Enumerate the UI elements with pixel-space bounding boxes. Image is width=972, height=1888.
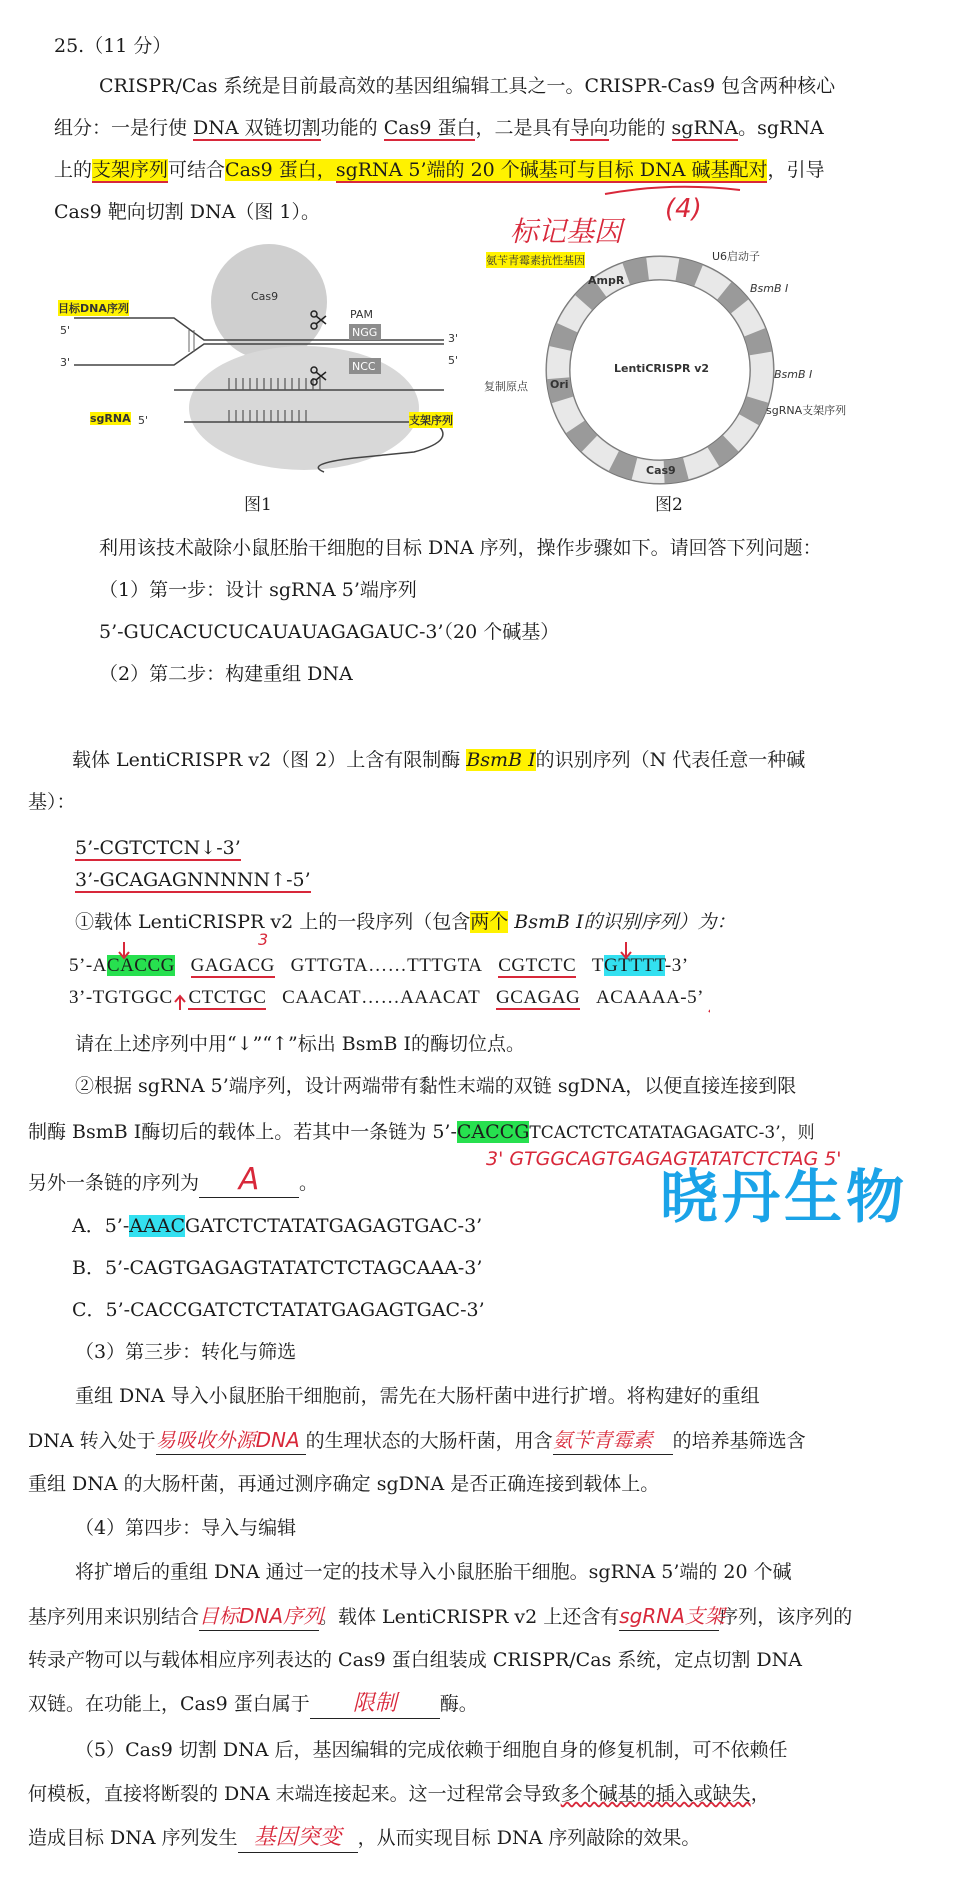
q2-line-1: ②根据 sgRNA 5’端序列，设计两端带有黏性末端的双链 sgDNA，以便直接连接到限 bbox=[75, 1075, 797, 1097]
option-b: B．5’-CAGTGAGAGTATATCTCTAGCAAA-3’ bbox=[72, 1257, 483, 1279]
handwritten-complement-strand: 3' GTGGCAGTGAGAGTATATCTCTAG 5' bbox=[486, 1148, 842, 1170]
step-4-title: （4）第四步：导入与编辑 bbox=[75, 1517, 297, 1539]
label-target-dna: 目标DNA序列 bbox=[58, 302, 129, 315]
label-sgrna: sgRNA bbox=[90, 412, 131, 425]
step-4-line-2: 基序列用来识别结合目标DNA序列。载体 LentiCRISPR v2 上还含有sgRNA支架序列，该序列的 bbox=[28, 1602, 852, 1631]
q1-prompt: ①载体 LentiCRISPR v2 上的一段序列（包含两个 BsmB Ⅰ的识别序列）为： bbox=[75, 911, 736, 933]
figure-1 bbox=[54, 240, 464, 480]
label-5prime-right: 5' bbox=[448, 354, 459, 367]
handwritten-arc bbox=[600, 180, 750, 200]
step-3-line-1: 重组 DNA 导入小鼠胚胎干细胞前，需先在大肠杆菌中进行扩增。将构建好的重组 bbox=[75, 1385, 760, 1407]
step-3-line-2: DNA 转入处于易吸收外源DNA 的生理状态的大肠杆菌，用含氨苄青霉素 的培养基筛选含 bbox=[28, 1426, 806, 1455]
vector-paragraph-line-2: 基）： bbox=[28, 791, 76, 813]
label-cas9-gene: Cas9 bbox=[646, 464, 676, 477]
option-c: C．5’-CACCGATCTCTATATGAGAGTGAC-3’ bbox=[72, 1299, 485, 1321]
watermark: 晓丹生物 bbox=[660, 1163, 909, 1231]
step-1-title: （1）第一步：设计 sgRNA 5’端序列 bbox=[99, 579, 417, 601]
handwritten-mark-3: 3 bbox=[258, 930, 269, 949]
recognition-seq-top: 5’-CGTCTCN↓-3’ bbox=[75, 837, 241, 859]
figure-1-drawing bbox=[54, 240, 464, 480]
figure-2-caption: 图2 bbox=[655, 495, 683, 515]
label-3prime-right: 3' bbox=[448, 332, 459, 345]
figure-2 bbox=[480, 240, 920, 490]
q2-line-3: 另外一条链的序列为 A 。 bbox=[28, 1162, 319, 1197]
step-5-line-1: （5）Cas9 切割 DNA 后，基因编辑的完成依赖于细胞自身的修复机制，可不依赖任 bbox=[75, 1739, 788, 1761]
step-5-line-3: 造成目标 DNA 序列发生 基因突变 ，从而实现目标 DNA 序列敲除的效果。 bbox=[28, 1824, 700, 1853]
step-4-line-4: 双链。在功能上，Cas9 蛋白属于 限制 酶。 bbox=[28, 1690, 478, 1719]
step-2-title: （2）第二步：构建重组 DNA bbox=[99, 663, 353, 685]
label-scaffold: 支架序列 bbox=[409, 414, 453, 427]
intro-line-4: Cas9 靶向切割 DNA（图 1）。 bbox=[54, 201, 320, 223]
label-pam: PAM bbox=[350, 308, 373, 321]
label-plasmid-name: LentiCRISPR v2 bbox=[614, 362, 710, 375]
label-cas9: Cas9 bbox=[251, 290, 279, 303]
label-sgrna-scaffold: sgRNA支架序列 bbox=[766, 404, 847, 417]
label-sgrna-5prime: 5' bbox=[138, 414, 149, 427]
procedure-intro: 利用该技术敲除小鼠胚胎干细胞的目标 DNA 序列，操作步骤如下。请回答下列问题： bbox=[99, 537, 822, 559]
handwritten-marker-gene: 标记基因 bbox=[510, 215, 623, 248]
q1-sequence-top: 5’-ACACCG GAGACG GTTGTA……TTTGTA CGTCTC TGTTTT-3’ bbox=[69, 955, 689, 976]
step-3-line-3: 重组 DNA 的大肠杆菌，再通过测序确定 sgDNA 是否正确连接到载体上。 bbox=[28, 1473, 660, 1495]
sgrna-sequence: 5’-GUCACUCUCAUAUAGAGAUC-3’（20 个碱基） bbox=[99, 621, 560, 643]
step-5-line-2: 何模板，直接将断裂的 DNA 末端连接起来。这一过程常会导致多个碱基的插入或缺失， bbox=[28, 1783, 770, 1805]
step-4-line-3: 转录产物可以与载体相应序列表达的 Cas9 蛋白组装成 CRISPR/Cas 系统，定点切割 DNA bbox=[28, 1649, 802, 1671]
step-4-line-1: 将扩增后的重组 DNA 通过一定的技术导入小鼠胚胎干细胞。sgRNA 5’端的 20 个碱 bbox=[75, 1561, 792, 1583]
label-ngg: NGG bbox=[352, 326, 378, 339]
handwritten-paren-4: (4) bbox=[665, 194, 702, 224]
label-bsmb1-top: BsmB Ⅰ bbox=[750, 282, 789, 295]
label-5prime-top: 5' bbox=[60, 324, 71, 337]
vector-paragraph-line-1: 载体 LentiCRISPR v2（图 2）上含有限制酶 BsmB Ⅰ的识别序列（N 代表任意一种碱 bbox=[72, 749, 806, 771]
intro-line-3: 上的支架序列可结合Cas9 蛋白，sgRNA 5’端的 20 个碱基可与目标 DNA 碱基配对，引导 bbox=[54, 159, 825, 181]
question-number: 25.（11 分） bbox=[54, 35, 172, 57]
label-ampr-gene: 氨苄青霉素抗性基因 bbox=[486, 254, 585, 267]
intro-line-2: 组分：一是行使 DNA 双链切割功能的 Cas9 蛋白，二是具有导向功能的 sgRNA。sgRNA bbox=[54, 117, 824, 139]
handwritten-answer: A bbox=[238, 1162, 260, 1197]
recognition-seq-bottom: 3’-GCAGAGNNNNN↑-5’ bbox=[75, 869, 311, 891]
q1-sequence-bottom: 3’-TGTGGC CTCTGC CAACAT……AAACAT GCAGAG ACAAAA-5’ bbox=[69, 987, 704, 1008]
handwritten-cut-arrows bbox=[110, 936, 710, 1026]
q1-instruction: 请在上述序列中用“↓”“↑”标出 BsmB Ⅰ的酶切位点。 bbox=[75, 1033, 525, 1055]
intro-line-1: CRISPR/Cas 系统是目前最高效的基因组编辑工具之一。CRISPR-Cas9 包含两种核心 bbox=[99, 75, 836, 97]
label-3prime-bottom: 3' bbox=[60, 356, 71, 369]
label-ori-site: 复制原点 bbox=[484, 380, 528, 393]
label-ori: Ori bbox=[550, 378, 569, 391]
option-a: A．5’-AAACGATCTCTATATGAGAGTGAC-3’ bbox=[72, 1215, 483, 1237]
step-3-title: （3）第三步：转化与筛选 bbox=[75, 1341, 297, 1363]
label-u6: U6启动子 bbox=[712, 250, 761, 263]
figure-1-caption: 图1 bbox=[244, 495, 272, 515]
q2-line-2: 制酶 BsmB Ⅰ酶切后的载体上。若其中一条链为 5’-CACCGTCACTCTCATATAGAGATC-3’，则 bbox=[28, 1121, 815, 1143]
label-bsmb1-bottom: BsmB Ⅰ bbox=[774, 368, 813, 381]
label-ncc: NCC bbox=[352, 360, 376, 373]
handwritten-restriction: 限制 bbox=[352, 1691, 397, 1716]
label-ampr: AmpR bbox=[588, 274, 625, 287]
handwritten-gene-mutation: 基因突变 bbox=[253, 1825, 342, 1850]
